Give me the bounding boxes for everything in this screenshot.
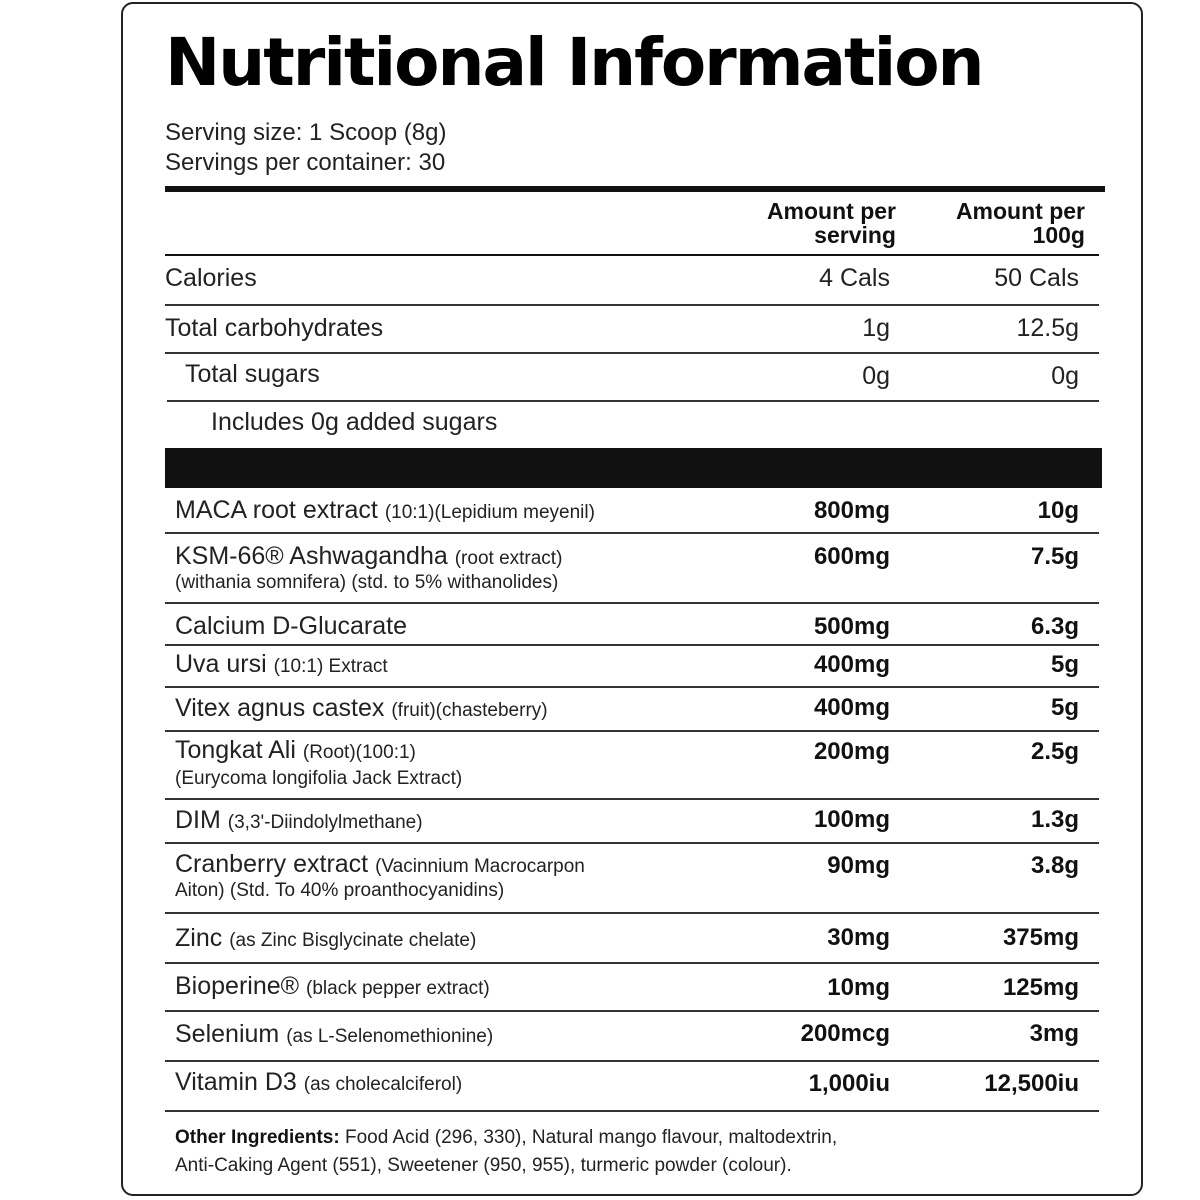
ingredient-note: (root extract) — [454, 548, 563, 569]
ingredient-subtext: (Eurycoma longifolia Jack Extract) — [175, 768, 463, 789]
nutrient-per-serving: 4 Cals — [819, 264, 890, 292]
ingredient-per-serving: 30mg — [827, 924, 890, 951]
ingredient-subtext: Aiton) (Std. To 40% proanthocyanidins) — [175, 880, 505, 901]
serving-size: Serving size: 1 Scoop (8g) — [165, 119, 447, 146]
ingredient-per-serving: 400mg — [813, 694, 890, 721]
nutrient-row — [165, 354, 1099, 402]
ingredient-per-100g: 12,500iu — [984, 1070, 1079, 1097]
ingredient-row — [165, 534, 1099, 604]
ingredient-row — [165, 688, 1099, 732]
ingredient-name: Zinc (as Zinc Bisglycinate chelate) — [175, 924, 477, 952]
nutrient-row — [165, 260, 1099, 306]
nutrient-row — [165, 402, 1099, 448]
ingredient-subtext: (withania somnifera) (std. to 5% withanolides) — [175, 572, 559, 593]
ingredient-name: KSM-66® Ashwagandha (root extract) — [175, 542, 563, 570]
ingredient-row — [165, 914, 1099, 964]
nutrient-per-100g: 12.5g — [1016, 314, 1079, 342]
ingredient-note: (Root)(100:1) — [302, 742, 416, 763]
nutrient-name: Total carbohydrates — [165, 314, 384, 342]
ingredients-header-bar — [165, 448, 1102, 488]
nutrient-name: Total sugars — [185, 360, 320, 388]
ingredient-per-serving: 200mg — [813, 738, 890, 765]
ingredient-note: (10:1)(Lepidium meyenil) — [384, 502, 595, 523]
ingredient-per-serving: 90mg — [827, 852, 890, 879]
row-divider — [165, 1110, 1099, 1112]
ingredient-note: (as Zinc Bisglycinate chelate) — [229, 930, 477, 951]
ingredient-name: Vitex agnus castex (fruit)(chasteberry) — [175, 694, 548, 722]
ingredient-per-100g: 375mg — [1002, 924, 1079, 951]
ingredient-name: Bioperine® (black pepper extract) — [175, 972, 490, 1000]
column-header-per-100g-line2: 100g — [1032, 222, 1085, 248]
nutrient-per-serving: 0g — [862, 362, 890, 390]
ingredient-row — [165, 646, 1099, 688]
ingredient-row — [165, 800, 1099, 844]
nutrient-name: Calories — [165, 264, 257, 292]
ingredient-per-100g: 125mg — [1002, 974, 1079, 1001]
ingredient-name: MACA root extract (10:1)(Lepidium meyenil) — [175, 496, 595, 524]
ingredient-row — [165, 604, 1099, 646]
ingredient-per-100g: 1.3g — [1030, 806, 1079, 833]
header-top-rule — [165, 186, 1105, 192]
nutrient-row — [165, 306, 1099, 354]
ingredient-name: Vitamin D3 (as cholecalciferol) — [175, 1068, 463, 1096]
ingredient-name: Cranberry extract (Vacinnium Macrocarpon — [175, 850, 585, 878]
ingredient-per-serving: 500mg — [813, 613, 890, 640]
ingredient-note: (fruit)(chasteberry) — [391, 700, 548, 721]
ingredient-note: (as cholecalciferol) — [303, 1074, 463, 1095]
nutrient-per-100g: 50 Cals — [994, 264, 1079, 292]
ingredient-note: (as L-Selenomethionine) — [286, 1026, 494, 1047]
ingredient-per-serving: 400mg — [813, 651, 890, 678]
ingredient-row — [165, 964, 1099, 1012]
ingredient-name: Tongkat Ali (Root)(100:1) — [175, 736, 416, 764]
ingredient-name: Calcium D-Glucarate — [175, 612, 408, 640]
column-header-per-serving — [700, 199, 896, 247]
column-header-per-serving-line1: Amount per — [766, 198, 896, 224]
ingredient-per-serving: 600mg — [813, 543, 890, 570]
ingredient-name: Selenium (as L-Selenomethionine) — [175, 1020, 494, 1048]
header-bottom-rule — [165, 254, 1099, 256]
ingredient-per-serving: 10mg — [827, 974, 890, 1001]
servings-per-container: Servings per container: 30 — [165, 149, 446, 176]
ingredient-name: Uva ursi (10:1) Extract — [175, 650, 388, 678]
ingredient-per-serving: 200mcg — [800, 1020, 890, 1047]
ingredient-per-serving: 100mg — [813, 806, 890, 833]
page-title: Nutritional Information — [165, 24, 983, 101]
column-header-per-serving-line2: serving — [814, 222, 896, 248]
nutrient-per-serving: 1g — [862, 314, 890, 342]
ingredient-note: (Vacinnium Macrocarpon — [375, 856, 585, 877]
ingredient-per-100g: 5g — [1050, 651, 1079, 678]
ingredient-note: (3,3'-Diindolylmethane) — [227, 812, 423, 833]
ingredient-per-100g: 3.8g — [1030, 852, 1079, 879]
other-ingredients-line2: Anti-Caking Agent (551), Sweetener (950, 955), turmeric powder (colour). — [175, 1155, 792, 1176]
ingredient-per-100g: 7.5g — [1030, 543, 1079, 570]
other-ingredients-label: Other Ingredients: — [175, 1127, 340, 1148]
ingredient-name: DIM (3,3'-Diindolylmethane) — [175, 806, 423, 834]
nutrient-per-100g: 0g — [1051, 362, 1079, 390]
nutrient-name: Includes 0g added sugars — [211, 408, 498, 436]
ingredient-row — [165, 1062, 1099, 1112]
other-ingredients-line1: Food Acid (296, 330), Natural mango flavour, maltodextrin, — [344, 1127, 838, 1148]
column-header-per-100g-line1: Amount per — [955, 198, 1085, 224]
ingredient-per-100g: 5g — [1050, 694, 1079, 721]
ingredient-per-100g: 3mg — [1029, 1020, 1079, 1047]
ingredient-row — [165, 1012, 1099, 1062]
column-header-per-100g — [900, 199, 1085, 247]
other-ingredients — [175, 1124, 1075, 1180]
ingredient-per-100g: 10g — [1037, 497, 1079, 524]
ingredient-note: (black pepper extract) — [306, 978, 490, 999]
ingredient-per-100g: 2.5g — [1030, 738, 1079, 765]
ingredient-per-100g: 6.3g — [1030, 613, 1079, 640]
ingredient-row — [165, 732, 1099, 800]
ingredient-per-serving: 800mg — [813, 497, 890, 524]
ingredient-row — [165, 488, 1099, 534]
ingredient-per-serving: 1,000iu — [808, 1070, 890, 1097]
ingredient-note: (10:1) Extract — [273, 656, 388, 677]
ingredient-row — [165, 844, 1099, 914]
